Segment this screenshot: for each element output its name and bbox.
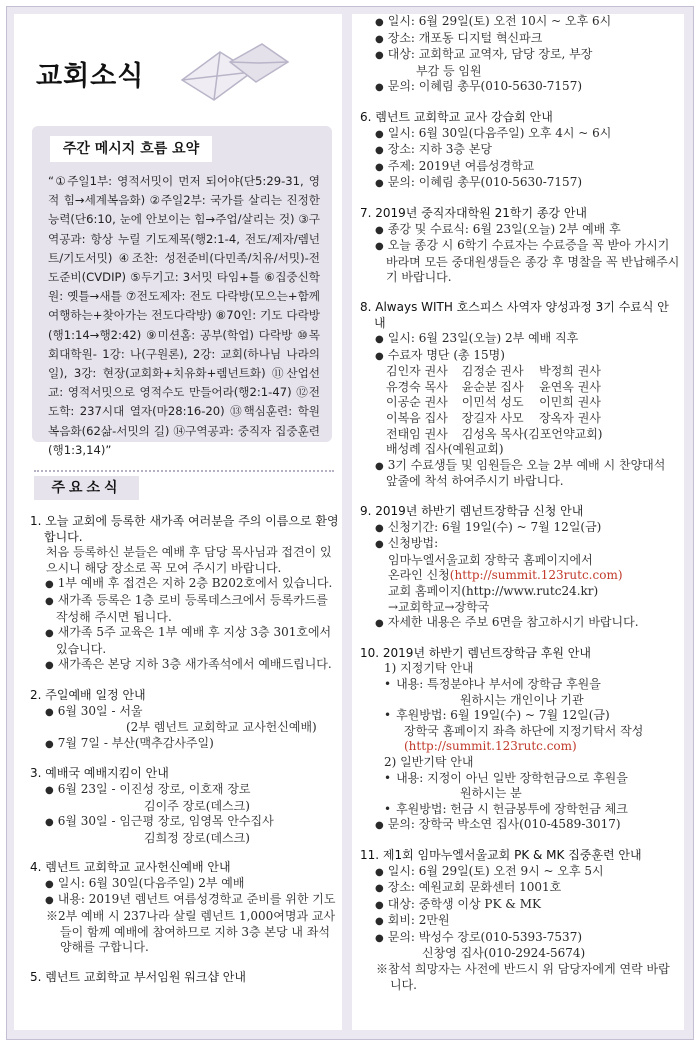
news-list-left [30, 514, 342, 985]
news-item-title: 10. 2019년 하반기 렘넌트장학금 후원 안내 [360, 645, 591, 660]
bullet-sub: 교회 홈페이지(http://www.rutc24.kr) [388, 584, 599, 598]
dash-sub: 원하시는 분 [460, 786, 522, 801]
news-item-title: 4. 렘넌트 교회학교 교사헌신예배 안내 [30, 860, 231, 875]
news-item-10 [360, 646, 680, 834]
news-item-text: 처음 등록하신 분들은 예배 후 담당 목사님과 접견이 있으시니 해당 장소로 꼭 모여 주시기 바랍니다. [46, 545, 332, 575]
bullet-sub [360, 568, 680, 584]
bullet: ● 문의: 박성수 장로(010-5393-7537) [360, 930, 680, 947]
bullet: ● 문의: 이혜림 총무(010-5630-7157) [360, 175, 680, 192]
graduate-name: 박정희 권사 [539, 364, 601, 379]
news-item-7 [360, 206, 680, 286]
dash-item: • 후원방법: 헌금 시 헌금봉투에 장학헌금 체크 [360, 802, 680, 818]
subsection: 1) 지정기탁 안내 [384, 661, 474, 676]
bullet: ● 문의: 장학국 박소연 집사(010-4589-3017) [360, 817, 680, 834]
right-column [352, 14, 684, 1030]
bullet: ● 일시: 6월 29일(토) 오전 9시 ~ 오후 5시 [360, 864, 680, 881]
scholarship-link[interactable]: (http://summit.123rutc.com) [449, 568, 623, 583]
dash-item: • 내용: 특정분야나 부서에 장학금 후원을 [360, 677, 680, 693]
bullet: ● 장소: 지하 3층 본당 [360, 142, 680, 159]
bullet-sub: 임마누엘서울교회 장학국 홈페이지에서 [388, 552, 593, 567]
bullet: ● 일시: 6월 30일(다음주일) 오후 4시 ~ 6시 [360, 126, 680, 143]
subsection: 2) 일반기탁 안내 [384, 754, 474, 769]
bullet: ● 주제: 2019년 여름성경학교 [360, 159, 680, 176]
dash-sub: 원하시는 개인이나 기관 [460, 692, 584, 707]
bullet: ● 6월 30일 - 서울 [30, 704, 342, 721]
news-item-title: 7. 2019년 중직자대학원 21학기 종강 안내 [360, 205, 588, 220]
bullet: ● 일시: 6월 23일(오늘) 2부 예배 직후 [360, 331, 680, 348]
dash-item: • 후원방법: 6월 19일(수) ~ 7월 12일(금) [360, 708, 680, 724]
graduate-name: 윤연옥 권사 [539, 379, 601, 394]
bullet: ● 문의: 이혜림 총무(010-5630-7157) [360, 79, 680, 96]
news-item-title: 1. 오늘 교회에 등록한 새가족 여러분을 주의 이름으로 환영합니다. [30, 514, 339, 544]
bullet: ● 6월 23일 - 이진성 장로, 이호재 장로 [30, 782, 342, 799]
envelope-icon [172, 32, 292, 112]
news-item-5 [30, 970, 342, 986]
news-list-right [360, 14, 680, 993]
bullet: ● 1부 예배 후 접견은 지하 2층 B202호에서 있습니다. [30, 576, 342, 593]
graduate-name: 배성례 집사(예원교회) [386, 442, 504, 457]
news-item-11 [360, 848, 680, 993]
graduate-name: 이복음 집사 [386, 411, 448, 426]
bullet: ● 3기 수료생들 및 임원들은 오늘 2부 예배 시 찬양대석 앞줄에 착석 하여주시기 바랍니다. [360, 458, 680, 490]
main-news-label: 주요소식 [34, 476, 139, 500]
bullet-sub: 김희정 장로(데스크) [144, 830, 250, 845]
donation-link[interactable]: (http://summit.123rutc.com) [404, 739, 577, 754]
bullet: ● 장소: 개포동 디지털 혁신파크 [360, 31, 680, 48]
bullet: ● 새가족은 본당 지하 3층 새가족석에서 예배드립니다. [30, 657, 342, 674]
news-item-title: 2. 주일예배 일정 안내 [30, 687, 146, 702]
news-item-5-cont [360, 14, 680, 96]
news-item-2 [30, 688, 342, 752]
news-item-title: 9. 2019년 하반기 렘넌트장학금 신청 안내 [360, 504, 584, 519]
news-item-3 [30, 766, 342, 846]
left-column [14, 14, 342, 1030]
bullet: ● 7월 7일 - 부산(맥추감사주일) [30, 736, 342, 753]
news-item-4 [30, 860, 342, 956]
graduate-name: 전태임 권사 [386, 426, 448, 441]
graduate-name: 이민석 성도 [461, 395, 524, 410]
bullet-sub: 김이주 장로(데스크) [144, 798, 250, 813]
bullet: ● 회비: 2만원 [360, 913, 680, 930]
weekly-message-box [32, 126, 332, 457]
bullet: ● 신청방법: [360, 536, 680, 553]
bullet: ● 종강 및 수료식: 6월 23일(오늘) 2부 예배 후 [360, 222, 680, 239]
dash-sub: 장학국 홈페이지 좌측 하단에 지정기탁서 작성 [404, 723, 644, 738]
bullet-sub: 부감 등 임원 [416, 63, 482, 78]
bullet: ● 장소: 예원교회 문화센터 1001호 [360, 880, 680, 897]
bullet: ● 수료자 명단 (총 15명) [360, 348, 680, 365]
bullet: ● 6월 30일 - 임근평 장로, 임영목 안수집사 [30, 814, 342, 831]
weekly-message-body: “①주일1부: 영적서밋이 먼저 되어야(단5:29-31, 영적 힘→세계복음화) ②주일2부: 국가를 살리는 진정한 능력(단6:10, 눈에 안보이는 힘→주업/살리는 것) ③구역공과: 항상 누릴 기도제목(행2:1-4, 전도/제자/렘넌트/기도서밋) ④조찬: 성전준비(다민족/치유/서밋)-전도준비(CVDIP) ⑤두기고: 3서밋 타임+틀 ⑥집중신학원: 옛틀→새틀 ⑦전도제자: 전도 다락방(모으는+함께 여행하는+찾아가는 전도다락방) ⑧70인: 기도 다락방(행1:14→행2:42) ⑨미션홈: 공부(학업) 다락방 ⑩목회대학원- 1강: 나(구원론), 2강: 교회(하나님 나라의 일), 3강: 현장(교회화+치유화+렘넌트화) ⑪산업선교: 영적서밋으로 영적수도 만들어라(행2:1-47) ⑫전도학: 237시대 열자(마28:16-20) ⑬핵심훈련: 학원복음화(62삶-서밋의 길) ⑭구역공과: 중직자 집중훈련(행1:3,14)” [48, 174, 320, 457]
dotted-divider [34, 470, 334, 472]
header [14, 14, 342, 124]
news-item-6 [360, 110, 680, 192]
bullet: ● 오늘 종강 시 6학기 수료자는 수료증을 꼭 받아 가시기 바라며 모든 중대원생들은 종강 후 명찰을 꼭 반납해주시기 바랍니다. [360, 238, 680, 286]
news-item-9 [360, 504, 680, 632]
note: ※2부 예배 시 237나라 살릴 렘넌트 1,000여명과 교사들이 함께 예배에 참여하므로 지하 3층 본당 내 좌석 양해를 구합니다. [46, 909, 336, 955]
bullet: ● 신청기간: 6월 19일(수) ~ 7월 12일(금) [360, 520, 680, 537]
note: ※참석 희망자는 사전에 반드시 위 담당자에게 연락 바랍니다. [376, 962, 670, 992]
graduate-name: 장길자 사모 [461, 411, 524, 426]
dash-item: • 내용: 지정이 아닌 일반 장학헌금으로 후원을 [360, 771, 680, 787]
graduate-name: 김인자 권사 [386, 364, 448, 379]
graduate-names [360, 364, 680, 442]
bullet-sub: →교회학교→장학국 [388, 599, 490, 614]
bullet: ● 새가족 5주 교육은 1부 예배 후 지상 3층 301호에서 있습니다. [30, 625, 342, 657]
news-item-1 [30, 514, 342, 674]
graduate-name: 김정순 권사 [461, 364, 524, 379]
news-item-title: 6. 렘넌트 교회학교 교사 강습회 안내 [360, 109, 553, 124]
graduate-name: 이민희 권사 [539, 395, 601, 410]
graduate-name: 윤순분 집사 [461, 379, 524, 394]
news-item-title: 3. 예배국 예배지킴이 안내 [30, 766, 169, 781]
bullet-sub-text: 온라인 신청 [388, 568, 450, 583]
weekly-message-title: 주간 메시지 흐름 요약 [50, 136, 212, 162]
graduate-name: 이공순 권사 [386, 395, 448, 410]
news-item-8 [360, 300, 680, 490]
news-item-title: 8. Always WITH 호스피스 사역자 양성과정 3기 수료식 안내 [360, 299, 669, 330]
graduate-name: 유경숙 목사 [386, 379, 448, 394]
news-item-title: 5. 렘넌트 교회학교 부서임원 워크샵 안내 [30, 969, 246, 984]
bullet: ● 일시: 6월 29일(토) 오전 10시 ~ 오후 6시 [360, 14, 680, 31]
graduate-name: 장옥자 권사 [539, 411, 601, 426]
bullet: ● 일시: 6월 30일(다음주일) 2부 예배 [30, 876, 342, 893]
bullet: ● 내용: 2019년 렘넌트 여름성경학교 준비를 위한 기도 [30, 892, 342, 909]
page-title: 교회소식 [36, 61, 145, 92]
bullet-sub: (2부 렘넌트 교회학교 교사헌신예배) [126, 720, 317, 735]
bullet: ● 새가족 등록은 1층 로비 등록데스크에서 등록카드를 작성해 주시면 됩니다. [30, 593, 342, 625]
bullet: ● 자세한 내용은 주보 6면을 참고하시기 바랍니다. [360, 615, 680, 632]
bullet: ● 대상: 중학생 이상 PK & MK [360, 897, 680, 914]
bullet: ● 대상: 교회학교 교역자, 담당 장로, 부장 [360, 47, 680, 64]
news-item-title: 11. 제1회 임마누엘서울교회 PK & MK 집중훈련 안내 [360, 847, 642, 862]
bullet-sub: 신창영 집사(010-2924-5674) [422, 946, 586, 961]
graduate-name: 김성옥 목사(김포언약교회) [461, 426, 603, 441]
